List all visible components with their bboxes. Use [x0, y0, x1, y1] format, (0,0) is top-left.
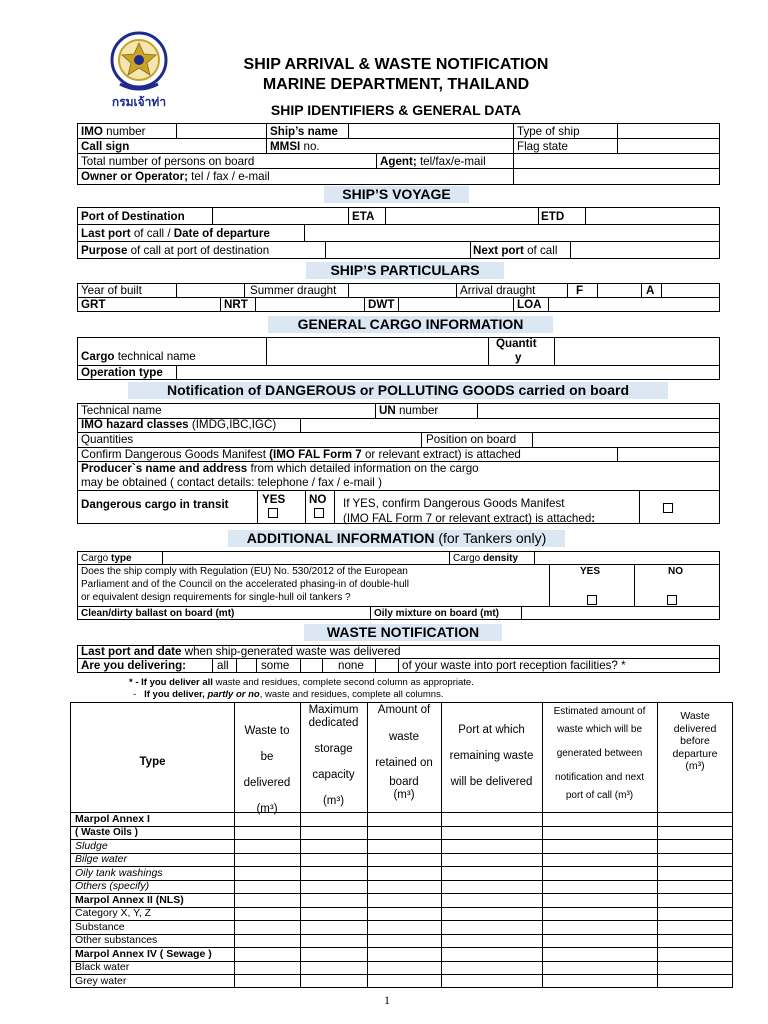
- position-on-board-label: Position on board: [426, 433, 517, 446]
- deliver-none-option[interactable]: none: [338, 659, 364, 672]
- table-row-divider: [70, 907, 733, 908]
- in-transit-yes-checkbox[interactable]: [268, 508, 278, 518]
- table-row: Oily tank washings: [75, 866, 163, 879]
- form-title: SHIP ARRIVAL & WASTE NOTIFICATION: [243, 56, 549, 73]
- table-row: Marpol Annex II (NLS): [75, 893, 184, 906]
- reception-facilities-question: of your waste into port reception facilities? *: [402, 659, 626, 672]
- delivering-label: Are you delivering:: [81, 659, 187, 672]
- table-row: Marpol Annex IV ( Sewage ): [75, 947, 212, 960]
- deliver-all-option[interactable]: all: [217, 659, 229, 672]
- voyage-heading: SHIP’S VOYAGE: [324, 186, 469, 203]
- page-number: 1: [384, 993, 390, 1007]
- eta-label: ETA: [352, 210, 375, 223]
- imo-hazard-label: IMO hazard classes (IMDG,IBC,IGC): [81, 418, 277, 431]
- ballast-label: Clean/dirty ballast on board (mt): [81, 608, 235, 619]
- table-row: Others (specify): [75, 880, 150, 892]
- cargo-technical-name-label: Cargo technical name: [81, 350, 196, 363]
- table-row: Bilge water: [75, 853, 127, 865]
- next-port-label: Next port of call: [473, 244, 558, 257]
- waste-notification-heading: WASTE NOTIFICATION: [304, 624, 502, 641]
- regulation-question: Does the ship comply with Regulation (EU) No. 530/2012 of the European: [81, 566, 408, 577]
- in-transit-yes-label: YES: [262, 493, 286, 506]
- last-port-label: Last port of call / Date of departure: [81, 227, 270, 240]
- confirm-manifest-label: Confirm Dangerous Goods Manifest (IMO FAL Form 7 or relevant extract) is attached: [81, 448, 521, 461]
- table-row-divider: [70, 839, 733, 840]
- marine-department-seal: [106, 28, 172, 112]
- regulation-question-line2: Parliament and of the Council on the accelerated phasing-in of double-hull: [81, 579, 409, 590]
- table-row: ( Waste Oils ): [75, 827, 138, 838]
- note-deliver-all: * - If you deliver all waste and residues, complete second column as appropriate.: [129, 677, 474, 688]
- table-row: Substance: [75, 920, 125, 933]
- grt-label: GRT: [81, 298, 106, 311]
- col-waste-to-be-delivered-header: Waste to be delivered (m³): [243, 725, 291, 815]
- year-of-built-label: Year of built: [81, 284, 142, 297]
- call-sign-label: Call sign: [81, 140, 130, 153]
- technical-name-label: Technical name: [81, 404, 162, 417]
- table-row: Black water: [75, 961, 130, 973]
- table-row-divider: [70, 826, 733, 827]
- last-waste-port-label: Last port and date when ship-generated waste was delivered: [81, 645, 401, 658]
- purpose-label: Purpose of call at port of destination: [81, 244, 270, 257]
- operation-type-label: Operation type: [81, 366, 163, 379]
- quantities-label: Quantities: [81, 433, 134, 446]
- nrt-label: NRT: [224, 298, 248, 311]
- producer-label-line2: may be obtained ( contact details: telephone / fax / e-mail ): [81, 476, 382, 489]
- table-row-divider: [70, 974, 733, 975]
- note-deliver-partly: - If you deliver, partly or no, waste and residues, complete all columns.: [133, 689, 444, 700]
- regulation-yes-label: YES: [580, 566, 601, 577]
- table-row-divider: [70, 853, 733, 854]
- producer-label: Producer`s name and address from which detailed information on the cargo: [81, 462, 479, 475]
- form-subtitle: MARINE DEPARTMENT, THAILAND: [262, 76, 530, 93]
- tanker-cargo-type-label: Cargo type: [81, 553, 132, 564]
- loa-label: LOA: [517, 298, 542, 311]
- in-transit-label: Dangerous cargo in transit: [81, 498, 229, 511]
- additional-info-heading: ADDITIONAL INFORMATION (for Tankers only): [228, 530, 565, 547]
- etd-label: ETD: [541, 210, 565, 223]
- col-type-header: Type: [139, 756, 166, 768]
- table-row: Other substances: [75, 934, 158, 946]
- regulation-yes-checkbox[interactable]: [587, 595, 597, 605]
- a-label: A: [646, 284, 655, 297]
- in-transit-no-label: NO: [309, 493, 327, 506]
- cargo-heading: GENERAL CARGO INFORMATION: [268, 316, 553, 333]
- in-transit-no-checkbox[interactable]: [314, 508, 324, 518]
- regulation-no-checkbox[interactable]: [667, 595, 677, 605]
- particulars-heading: SHIP’S PARTICULARS: [306, 262, 504, 279]
- table-row-divider: [70, 880, 733, 881]
- deliver-some-option[interactable]: some: [261, 659, 290, 672]
- arrival-draught-label: Arrival draught: [460, 284, 536, 297]
- col-delivered-before-departure-header: Waste delivered before departure (m³): [672, 710, 718, 772]
- col-estimated-amount-header: Estimated amount of waste which will be generated between notification and next port of call (m³): [553, 706, 646, 801]
- quantity-label: Quantit: [496, 337, 537, 350]
- persons-on-board-label: Total number of persons on board: [81, 155, 255, 168]
- table-row-divider: [70, 961, 733, 962]
- f-label: F: [576, 284, 584, 297]
- summer-draught-label: Summer draught: [250, 284, 337, 297]
- if-yes-label: If YES, confirm Dangerous Goods Manifest: [343, 497, 565, 510]
- col-port-remaining-header: Port at which remaining waste will be delivered: [449, 724, 534, 788]
- section-general-heading: SHIP IDENTIFIERS & GENERAL DATA: [270, 102, 522, 118]
- regulation-no-label: NO: [668, 566, 683, 577]
- oily-mixture-label: Oily mixture on board (mt): [374, 608, 500, 619]
- imo-number-label: IMO number: [81, 125, 146, 138]
- table-row-divider: [70, 866, 733, 867]
- dangerous-goods-heading: Notification of DANGEROUS or POLLUTING GOODS carried on board: [128, 382, 668, 399]
- table-row: Marpol Annex I: [75, 812, 150, 825]
- svg-text:กรมเจ้าท่า: กรมเจ้าท่า: [111, 95, 167, 109]
- port-of-destination-label: Port of Destination: [81, 210, 185, 223]
- table-row-divider: [70, 920, 733, 921]
- owner-operator-label: Owner or Operator; tel / fax / e-mail: [81, 170, 270, 183]
- dwt-label: DWT: [368, 298, 395, 311]
- agent-label: Agent; tel/fax/e-mail: [380, 155, 486, 168]
- if-yes-label-line2: (IMO FAL Form 7 or relevant extract) is attached:: [343, 512, 596, 525]
- col-amount-retained-header: Amount of waste retained on board (m³): [375, 704, 433, 801]
- col-max-storage-header: Maximum dedicated storage capacity (m³): [308, 704, 359, 807]
- un-number-label: UN number: [379, 404, 439, 417]
- mmsi-label: MMSI no.: [270, 140, 320, 153]
- flag-state-label: Flag state: [517, 140, 568, 153]
- table-row: Sludge: [75, 839, 108, 852]
- table-row: Grey water: [75, 974, 127, 987]
- manifest-attached-checkbox[interactable]: [663, 503, 673, 513]
- type-of-ship-label: Type of ship: [517, 125, 580, 138]
- regulation-question-line3: or equivalent design requirements for single-hull oil tankers ?: [81, 592, 351, 603]
- tanker-cargo-density-label: Cargo density: [453, 553, 519, 564]
- ships-name-label: Ship’s name: [270, 125, 338, 138]
- table-row: Category X, Y, Z: [75, 907, 152, 919]
- table-row-divider: [70, 934, 733, 935]
- quantity-label-cont: y: [515, 351, 522, 364]
